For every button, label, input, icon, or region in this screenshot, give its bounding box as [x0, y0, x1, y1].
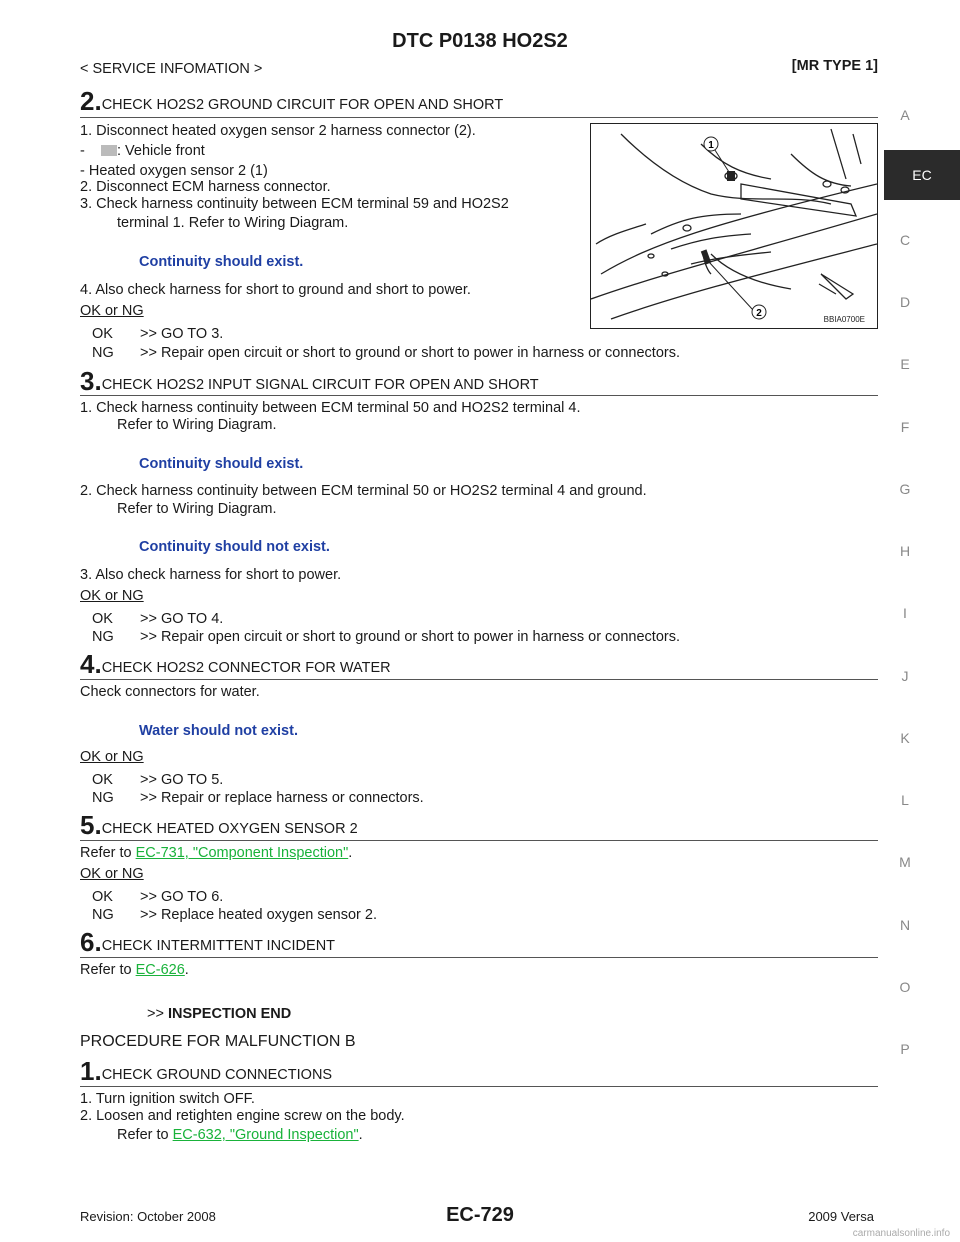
- divider: [80, 395, 878, 396]
- figure-caption: BBIA0700E: [823, 315, 865, 324]
- ng-text: >> Repair open circuit or short to ground or short to power in harness or connectors.: [140, 629, 681, 645]
- divider: [80, 117, 878, 118]
- period: .: [348, 845, 353, 861]
- step-5-ok-or-ng: OK or NG: [80, 866, 144, 882]
- step-3-line-3: 3. Also check harness for short to power.: [80, 567, 342, 583]
- step-4-number: 4.: [80, 649, 102, 679]
- sidebar-item-m[interactable]: M: [899, 854, 911, 870]
- ng-label: NG: [92, 907, 114, 923]
- sidebar-item-h[interactable]: H: [899, 543, 911, 559]
- engine-underside-diagram: [591, 124, 877, 328]
- step-3-condition-2: Continuity should not exist.: [139, 539, 330, 555]
- period: .: [184, 962, 189, 978]
- ec-626-link[interactable]: EC-626: [135, 962, 185, 978]
- page-number: EC-729: [446, 1204, 514, 1226]
- step-5-heading: [80, 810, 358, 841]
- step-3-heading: [80, 366, 539, 397]
- header-section-label: < SERVICE INFOMATION >: [80, 61, 263, 77]
- sidebar-item-n[interactable]: N: [899, 917, 911, 933]
- ng-label: NG: [92, 790, 114, 806]
- component-inspection-link[interactable]: EC-731, "Component Inspection": [135, 845, 349, 861]
- proc-b-step-1-number: 1.: [80, 1056, 102, 1086]
- inspection-end: [147, 1006, 291, 1022]
- ok-text: >> GO TO 4.: [140, 611, 224, 627]
- step-3-line-2b: Refer to Wiring Diagram.: [117, 501, 277, 517]
- step-3-ok-result: [92, 611, 223, 627]
- step-3-line-1: 1. Check harness continuity between ECM terminal 50 and HO2S2 terminal 4.: [80, 400, 581, 416]
- sidebar-item-ec-active[interactable]: EC: [884, 150, 960, 200]
- step-2-line-5: 3. Check harness continuity between ECM terminal 59 and HO2S2: [80, 196, 509, 212]
- ng-text: >> Repair open circuit or short to ground or short to power in harness or connectors.: [140, 345, 681, 361]
- sensor-location-figure: [590, 123, 878, 329]
- step-5-number: 5.: [80, 810, 102, 840]
- step-2-ng-result: [92, 345, 680, 361]
- inspection-end-label: INSPECTION END: [167, 1006, 292, 1022]
- step-5-title: CHECK HEATED OXYGEN SENSOR 2: [101, 821, 358, 837]
- step-4-heading: [80, 649, 391, 680]
- step-2-title: CHECK HO2S2 GROUND CIRCUIT FOR OPEN AND SHORT: [101, 97, 504, 113]
- ng-text: >> Repair or replace harness or connectors.: [140, 790, 424, 806]
- step-4-title: CHECK HO2S2 CONNECTOR FOR WATER: [101, 660, 391, 676]
- ok-label: OK: [92, 889, 113, 905]
- ok-text: >> GO TO 6.: [140, 889, 224, 905]
- divider: [80, 840, 878, 841]
- step-3-title: CHECK HO2S2 INPUT SIGNAL CIRCUIT FOR OPEN AND SHORT: [101, 377, 539, 393]
- step-2-ok-or-ng: OK or NG: [80, 303, 144, 319]
- ground-inspection-link[interactable]: EC-632, "Ground Inspection": [172, 1127, 359, 1143]
- step-2-line-2: [80, 143, 205, 159]
- sidebar-item-f[interactable]: F: [900, 419, 910, 435]
- sidebar-item-p[interactable]: P: [900, 1041, 910, 1057]
- sidebar-item-i[interactable]: I: [903, 605, 907, 621]
- ok-label: OK: [92, 326, 113, 342]
- ok-label: OK: [92, 772, 113, 788]
- step-3-ng-result: [92, 629, 680, 645]
- proc-b-line-1: 1. Turn ignition switch OFF.: [80, 1091, 255, 1107]
- page-title: DTC P0138 HO2S2: [392, 30, 568, 52]
- step-2-ok-result: [92, 326, 223, 342]
- step-4-ok-result: [92, 772, 223, 788]
- sidebar-item-o[interactable]: O: [899, 979, 911, 995]
- ng-text: >> Replace heated oxygen sensor 2.: [140, 907, 377, 923]
- step-5-refer-line: [80, 845, 352, 861]
- proc-b-step-1-title: CHECK GROUND CONNECTIONS: [101, 1067, 333, 1083]
- step-2-line-1: 1. Disconnect heated oxygen sensor 2 harness connector (2).: [80, 123, 476, 139]
- proc-b-refer-line: [117, 1127, 363, 1143]
- period: .: [358, 1127, 363, 1143]
- model-year: 2009 Versa: [808, 1209, 874, 1224]
- step-2-line-4: 2. Disconnect ECM harness connector.: [80, 179, 331, 195]
- callout-2: [752, 305, 766, 319]
- callout-1: [704, 137, 718, 151]
- refer-text: Refer to: [80, 962, 136, 978]
- step-3-number: 3.: [80, 366, 102, 396]
- callout-2-label: 2: [756, 308, 762, 319]
- step-6-title: CHECK INTERMITTENT INCIDENT: [101, 938, 336, 954]
- proc-b-line-2: 2. Loosen and retighten engine screw on the body.: [80, 1108, 405, 1124]
- vehicle-front-label: : Vehicle front: [116, 143, 205, 159]
- step-4-ng-result: [92, 790, 424, 806]
- step-5-ok-result: [92, 889, 223, 905]
- sidebar-item-k[interactable]: K: [900, 730, 910, 746]
- step-6-heading: [80, 927, 335, 958]
- step-2-line-7: 4. Also check harness for short to ground and short to power.: [80, 282, 471, 298]
- step-6-refer-line: [80, 962, 189, 978]
- ng-label: NG: [92, 629, 114, 645]
- end-prefix: >>: [147, 1006, 168, 1022]
- header-engine-type: [MR TYPE 1]: [791, 58, 878, 74]
- procedure-b-heading: PROCEDURE FOR MALFUNCTION B: [80, 1033, 356, 1050]
- ng-label: NG: [92, 345, 114, 361]
- step-2-number: 2.: [80, 86, 102, 116]
- vehicle-front-arrow-icon: [101, 145, 117, 156]
- step-4-condition: Water should not exist.: [139, 723, 298, 739]
- divider: [80, 957, 878, 958]
- step-2-condition: Continuity should exist.: [139, 254, 304, 270]
- step-2-line-6: terminal 1. Refer to Wiring Diagram.: [117, 215, 349, 231]
- revision-date: Revision: October 2008: [80, 1209, 216, 1224]
- step-2-heading: [80, 86, 503, 117]
- refer-text: Refer to: [80, 845, 136, 861]
- step-4-ok-or-ng: OK or NG: [80, 749, 144, 765]
- step-6-number: 6.: [80, 927, 102, 957]
- sidebar-item-j[interactable]: J: [901, 668, 909, 684]
- ok-text: >> GO TO 3.: [140, 326, 224, 342]
- sidebar-item-l[interactable]: L: [901, 792, 909, 808]
- divider: [80, 679, 878, 680]
- ok-text: >> GO TO 5.: [140, 772, 224, 788]
- step-3-line-1b: Refer to Wiring Diagram.: [117, 417, 277, 433]
- sidebar-item-e[interactable]: E: [900, 356, 910, 372]
- watermark: carmanualsonline.info: [852, 1228, 950, 1239]
- ok-label: OK: [92, 611, 113, 627]
- callout-1-label: 1: [708, 140, 714, 151]
- step-3-ok-or-ng: OK or NG: [80, 588, 144, 604]
- step-2-line-3: - Heated oxygen sensor 2 (1): [80, 163, 268, 179]
- refer-text: Refer to: [117, 1127, 173, 1143]
- proc-b-step-1-heading: [80, 1056, 332, 1087]
- step-4-line-1: Check connectors for water.: [80, 684, 260, 700]
- sidebar-item-g[interactable]: G: [899, 481, 911, 497]
- step-3-line-2: 2. Check harness continuity between ECM terminal 50 or HO2S2 terminal 4 and ground.: [80, 483, 647, 499]
- step-5-ng-result: [92, 907, 377, 923]
- dash: -: [80, 143, 85, 159]
- step-3-condition-1: Continuity should exist.: [139, 456, 304, 472]
- sidebar-item-d[interactable]: D: [899, 294, 911, 310]
- sidebar-item-c[interactable]: C: [899, 232, 911, 248]
- divider: [80, 1086, 878, 1087]
- sidebar-item-a[interactable]: A: [900, 107, 910, 123]
